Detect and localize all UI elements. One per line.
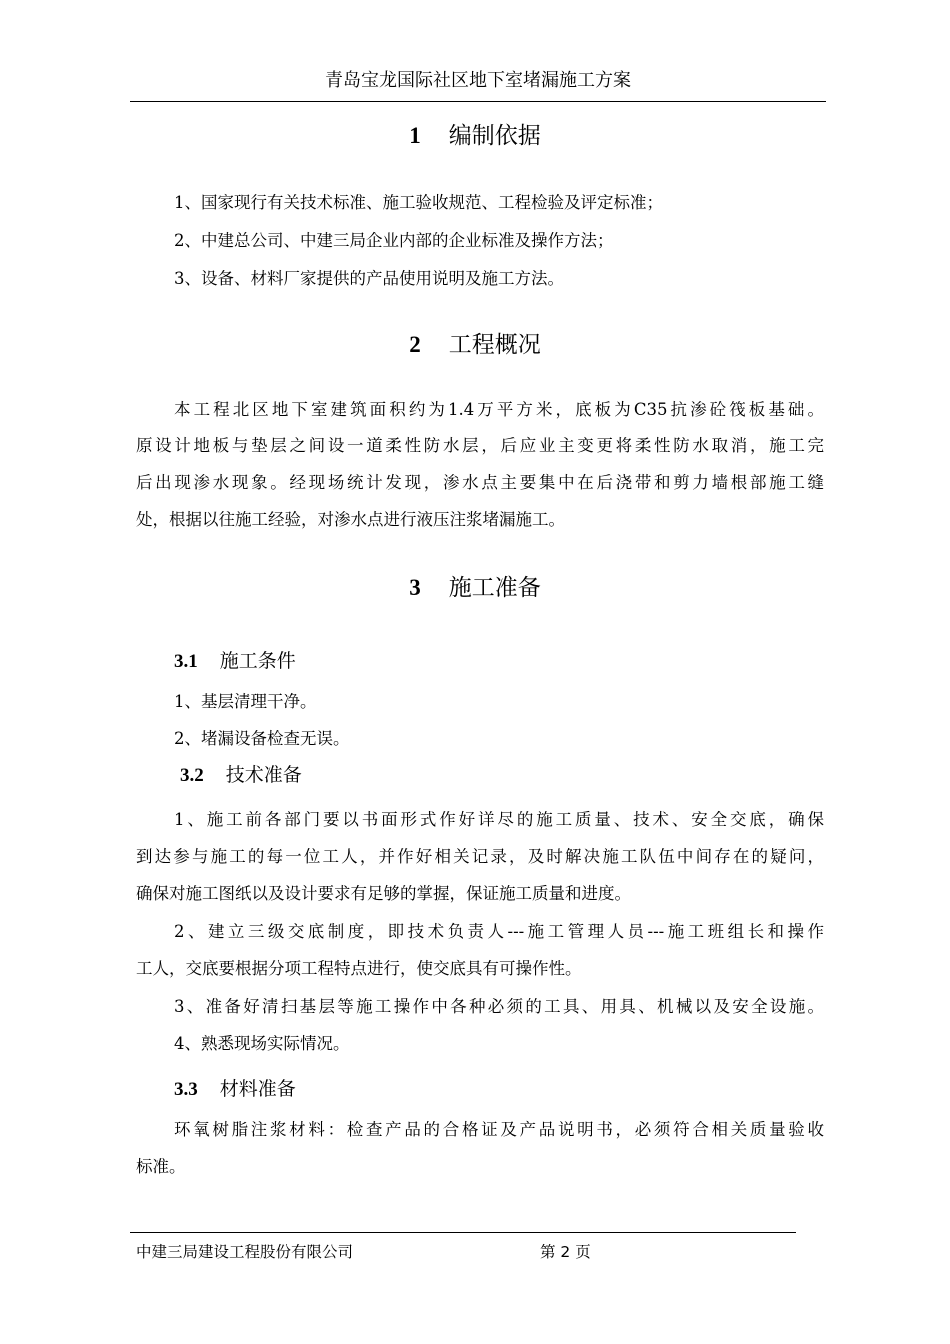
paragraph-line: 3、准备好清扫基层等施工操作中各种必须的工具、用具、机械以及安全设施。 xyxy=(174,997,824,1016)
section-number: 1 xyxy=(409,123,421,148)
footer-rule xyxy=(130,1232,796,1233)
header-rule xyxy=(130,101,826,102)
subsection-number: 3.3 xyxy=(174,1079,198,1100)
paragraph-line: 4、熟悉现场实际情况。 xyxy=(174,1034,350,1053)
paragraph-line: 环氧树脂注浆材料：检查产品的合格证及产品说明书，必须符合相关质量验收 xyxy=(174,1120,824,1139)
section-number: 3 xyxy=(409,575,421,600)
subsection-3-3-heading xyxy=(174,1074,296,1101)
list-item: 1、国家现行有关技术标准、施工验收规范、工程检验及评定标准； xyxy=(174,193,663,212)
section-title: 施工准备 xyxy=(448,575,541,601)
subsection-3-2-heading xyxy=(180,760,302,787)
paragraph-line: 后出现渗水现象。经现场统计发现，渗水点主要集中在后浇带和剪力墙根部施工缝 xyxy=(136,473,824,492)
paragraph-line: 标准。 xyxy=(136,1157,186,1176)
subsection-3-1-heading xyxy=(174,646,296,673)
section-number: 2 xyxy=(409,332,421,357)
paragraph-line: 确保对施工图纸以及设计要求有足够的掌握，保证施工质量和进度。 xyxy=(136,884,631,903)
paragraph-line: 1、施工前各部门要以书面形式作好详尽的施工质量、技术、安全交底，确保 xyxy=(174,810,824,829)
section-2-heading xyxy=(0,326,950,359)
paragraph-line: 到达参与施工的每一位工人，并作好相关记录，及时解决施工队伍中间存在的疑问， xyxy=(136,847,824,866)
subsection-number: 3.1 xyxy=(174,651,198,672)
subsection-number: 3.2 xyxy=(180,765,204,786)
list-item: 3、设备、材料厂家提供的产品使用说明及施工方法。 xyxy=(174,269,564,288)
subsection-title: 技术准备 xyxy=(225,764,302,786)
section-title: 编制依据 xyxy=(448,123,541,149)
list-item: 2、堵漏设备检查无误。 xyxy=(174,729,350,748)
paragraph-line: 本工程北区地下室建筑面积约为1.4万平方米，底板为C35抗渗砼筏板基础。 xyxy=(174,400,824,419)
section-title: 工程概况 xyxy=(448,332,541,358)
paragraph-line: 工人，交底要根据分项工程特点进行，使交底具有可操作性。 xyxy=(136,959,582,978)
list-item: 1、基层清理干净。 xyxy=(174,692,317,711)
paragraph-line: 原设计地板与垫层之间设一道柔性防水层，后应业主变更将柔性防水取消，施工完 xyxy=(136,436,824,455)
footer-company: 中建三局建设工程股份有限公司 xyxy=(136,1243,354,1261)
section-1-heading xyxy=(0,117,950,150)
section-3-heading xyxy=(0,569,950,602)
subsection-title: 施工条件 xyxy=(219,650,296,672)
subsection-title: 材料准备 xyxy=(219,1078,296,1100)
page-header-title: 青岛宝龙国际社区地下室堵漏施工方案 xyxy=(325,70,631,91)
page-number: 第 2 页 xyxy=(540,1243,591,1261)
paragraph-line: 处，根据以往施工经验，对渗水点进行液压注浆堵漏施工。 xyxy=(136,510,565,529)
list-item: 2、中建总公司、中建三局企业内部的企业标准及操作方法； xyxy=(174,231,614,250)
paragraph-line: 2、建立三级交底制度，即技术负责人---施工管理人员---施工班组长和操作 xyxy=(174,922,824,941)
